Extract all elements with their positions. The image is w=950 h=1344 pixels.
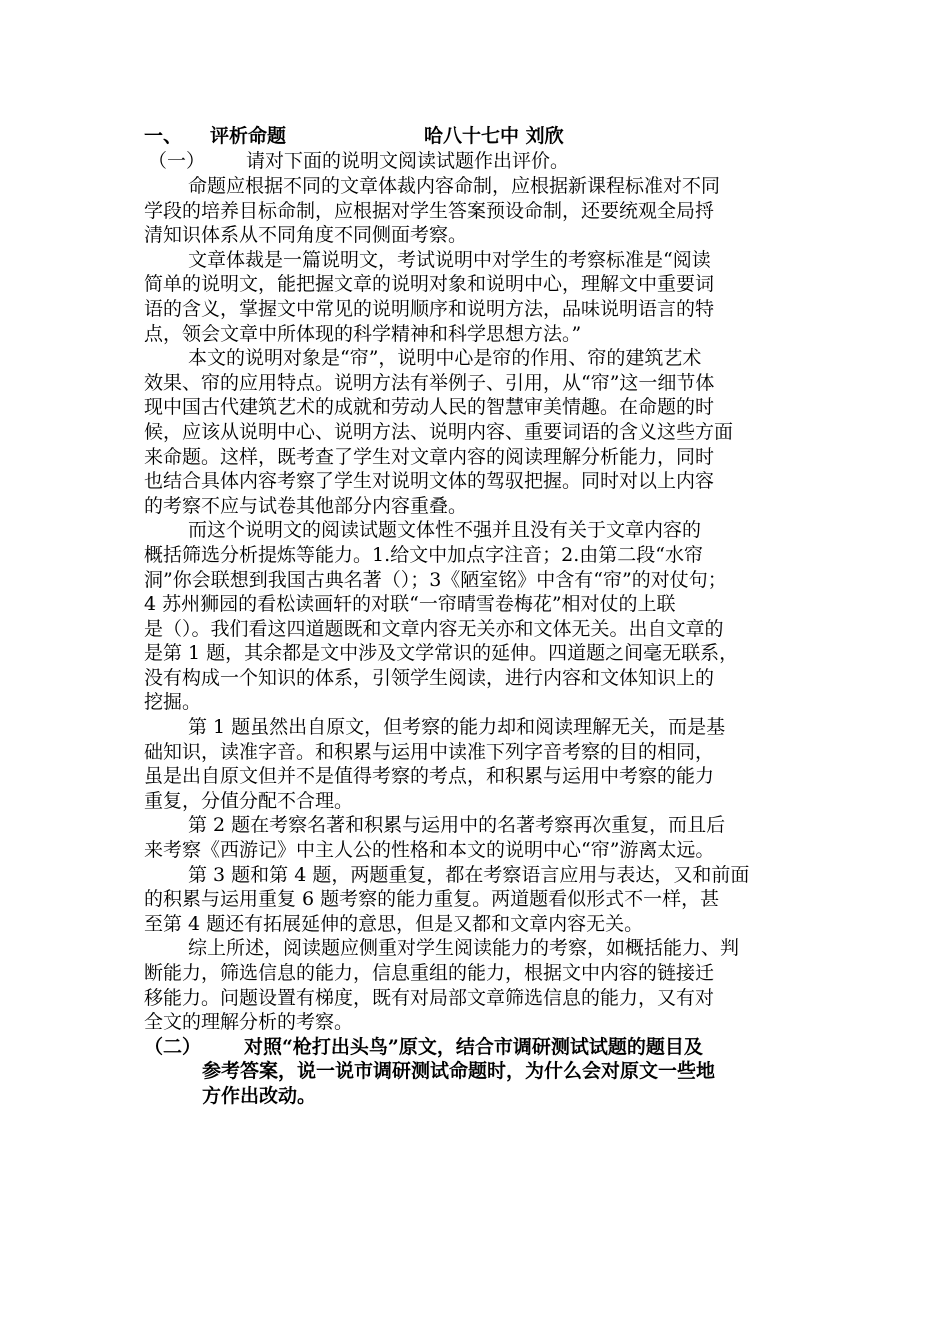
paragraph (144, 248, 816, 346)
paragraph-line: 的积累与运用重复 6 题考察的能力重复。两道题看似形式不一样，甚 (144, 888, 720, 911)
paragraph-line: 效果、帘的应用特点。说明方法有举例子、引用，从“帘”这一细节体 (144, 371, 715, 394)
paragraph-line: 命题应根据不同的文章体裁内容命制，应根据新课程标准对不同 (188, 175, 721, 197)
subsection-two-line (144, 1035, 816, 1060)
subsection-two-label: （二） (144, 1035, 202, 1058)
paragraph-line: 第 3 题和第 4 题，两题重复，都在考察语言应用与表达，又和前面 (188, 863, 750, 886)
subsection-two-text: 参考答案，说一说市调研测试命题时，为什么会对原文一些地 (202, 1060, 716, 1083)
body-paragraphs (144, 174, 816, 1035)
paragraph-line: 断能力，筛选信息的能力，信息重组的能力，根据文中内容的链接迁 (144, 962, 715, 984)
heading-title: 评析命题 (210, 125, 287, 147)
heading-author: 哈八十七中 刘欣 (424, 125, 564, 147)
paragraph-line: 文章体裁是一篇说明文，考试说明中对学生的考察标准是“阅读 (188, 248, 711, 271)
paragraph (144, 518, 816, 715)
paragraph-line: 第 1 题虽然出自原文，但考察的能力却和阅读理解无关，而是基 (188, 716, 726, 739)
paragraph-line: 虽是出自原文但并不是值得考察的考点，和积累与运用中考察的能力 (144, 765, 715, 788)
paragraph-line: 概括筛选分析提炼等能力。1.给文中加点字注音；2.由第二段“水帘 (144, 543, 703, 566)
paragraph (144, 863, 816, 937)
subsection-two-text: 方作出改动。 (202, 1084, 317, 1107)
paragraph-line: 清知识体系从不同角度不同侧面考察。 (144, 224, 468, 247)
paragraph-line: 来考察《西游记》中主人公的性格和本文的说明中心“帘”游离太远。 (144, 839, 715, 862)
subsection-one-text: 请对下面的说明文阅读试题作出评价。 (246, 150, 570, 172)
document-page (144, 124, 816, 1109)
paragraph-line: 4 苏州狮园的看松读画轩的对联“一帘晴雪卷梅花”相对仗的上联 (144, 593, 676, 616)
paragraph-line: 而这个说明文的阅读试题文体性不强并且没有关于文章内容的 (188, 519, 702, 542)
paragraph-line: 第 2 题在考察名著和积累与运用中的名著考察再次重复，而且后 (188, 814, 726, 837)
paragraph-line: 也结合具体内容考察了学生对说明文体的驾驭把握。同时对以上内容 (144, 470, 715, 493)
paragraph-line: 来命题。这样，既考查了学生对文章内容的阅读理解分析能力，同时 (144, 445, 715, 468)
subsection-two-line (144, 1084, 816, 1109)
paragraph-line: 挖掘。 (144, 691, 202, 714)
section-heading (144, 124, 816, 149)
paragraph-line: 是（）。我们看这四道题既和文章内容无关亦和文体无关。出自文章的 (144, 617, 724, 640)
paragraph-line: 全文的理解分析的考察。 (144, 1011, 354, 1034)
subsection-two-line (144, 1059, 816, 1084)
paragraph (144, 715, 816, 813)
paragraph-line: 是第 1 题，其余都是文中涉及文学常识的延伸。四道题之间毫无联系， (144, 642, 739, 665)
paragraph-line: 至第 4 题还有拓展延伸的意思，但是又都和文章内容无关。 (144, 912, 644, 935)
paragraph (144, 936, 816, 1034)
subsection-two-text: 对照“枪打出头鸟”原文，结合市调研测试试题的题目及 (244, 1035, 703, 1058)
paragraph-line: 移能力。问题设置有梯度，既有对局部文章筛选信息的能力，又有对 (144, 986, 715, 1009)
paragraph-line: 简单的说明文，能把握文章的说明对象和说明中心，理解文中重要词 (144, 273, 715, 296)
heading-number: 一、 (144, 125, 183, 147)
paragraph-line: 综上所述，阅读题应侧重对学生阅读能力的考察，如概括能力、判 (188, 937, 740, 960)
paragraph-line: 础知识，读准字音。和积累与运用中读准下列字音考察的目的相同， (144, 740, 715, 763)
paragraph (144, 346, 816, 518)
paragraph-line: 点，领会文章中所体现的科学精神和科学思想方法。” (144, 322, 582, 345)
paragraph-line: 语的含义，掌握文中常见的说明顺序和说明方法，品味说明语言的特 (144, 297, 715, 320)
paragraph-line: 重复，分值分配不合理。 (144, 789, 354, 812)
paragraph-line: 学段的培养目标命制，应根据对学生答案预设命制，还要统观全局捋 (144, 199, 715, 222)
paragraph-line: 洞”你会联想到我国古典名著（）；3《陋室铭》中含有“帘”的对仗句； (144, 568, 727, 591)
subsection-two (144, 1035, 816, 1109)
subsection-one (144, 149, 816, 174)
paragraph (144, 813, 816, 862)
paragraph-line: 没有构成一个知识的体系，引领学生阅读，进行内容和文体知识上的 (144, 666, 715, 689)
paragraph-line: 本文的说明对象是“帘”，说明中心是帘的作用、帘的建筑艺术 (188, 347, 702, 370)
paragraph-line: 候，应该从说明中心、说明方法、说明内容、重要词语的含义这些方面 (144, 420, 734, 443)
paragraph (144, 174, 816, 248)
paragraph-line: 现中国古代建筑艺术的成就和劳动人民的智慧审美情趣。在命题的时 (144, 396, 715, 419)
paragraph-line: 的考察不应与试卷其他部分内容重叠。 (144, 494, 468, 517)
subsection-one-label: （一） (148, 150, 206, 172)
